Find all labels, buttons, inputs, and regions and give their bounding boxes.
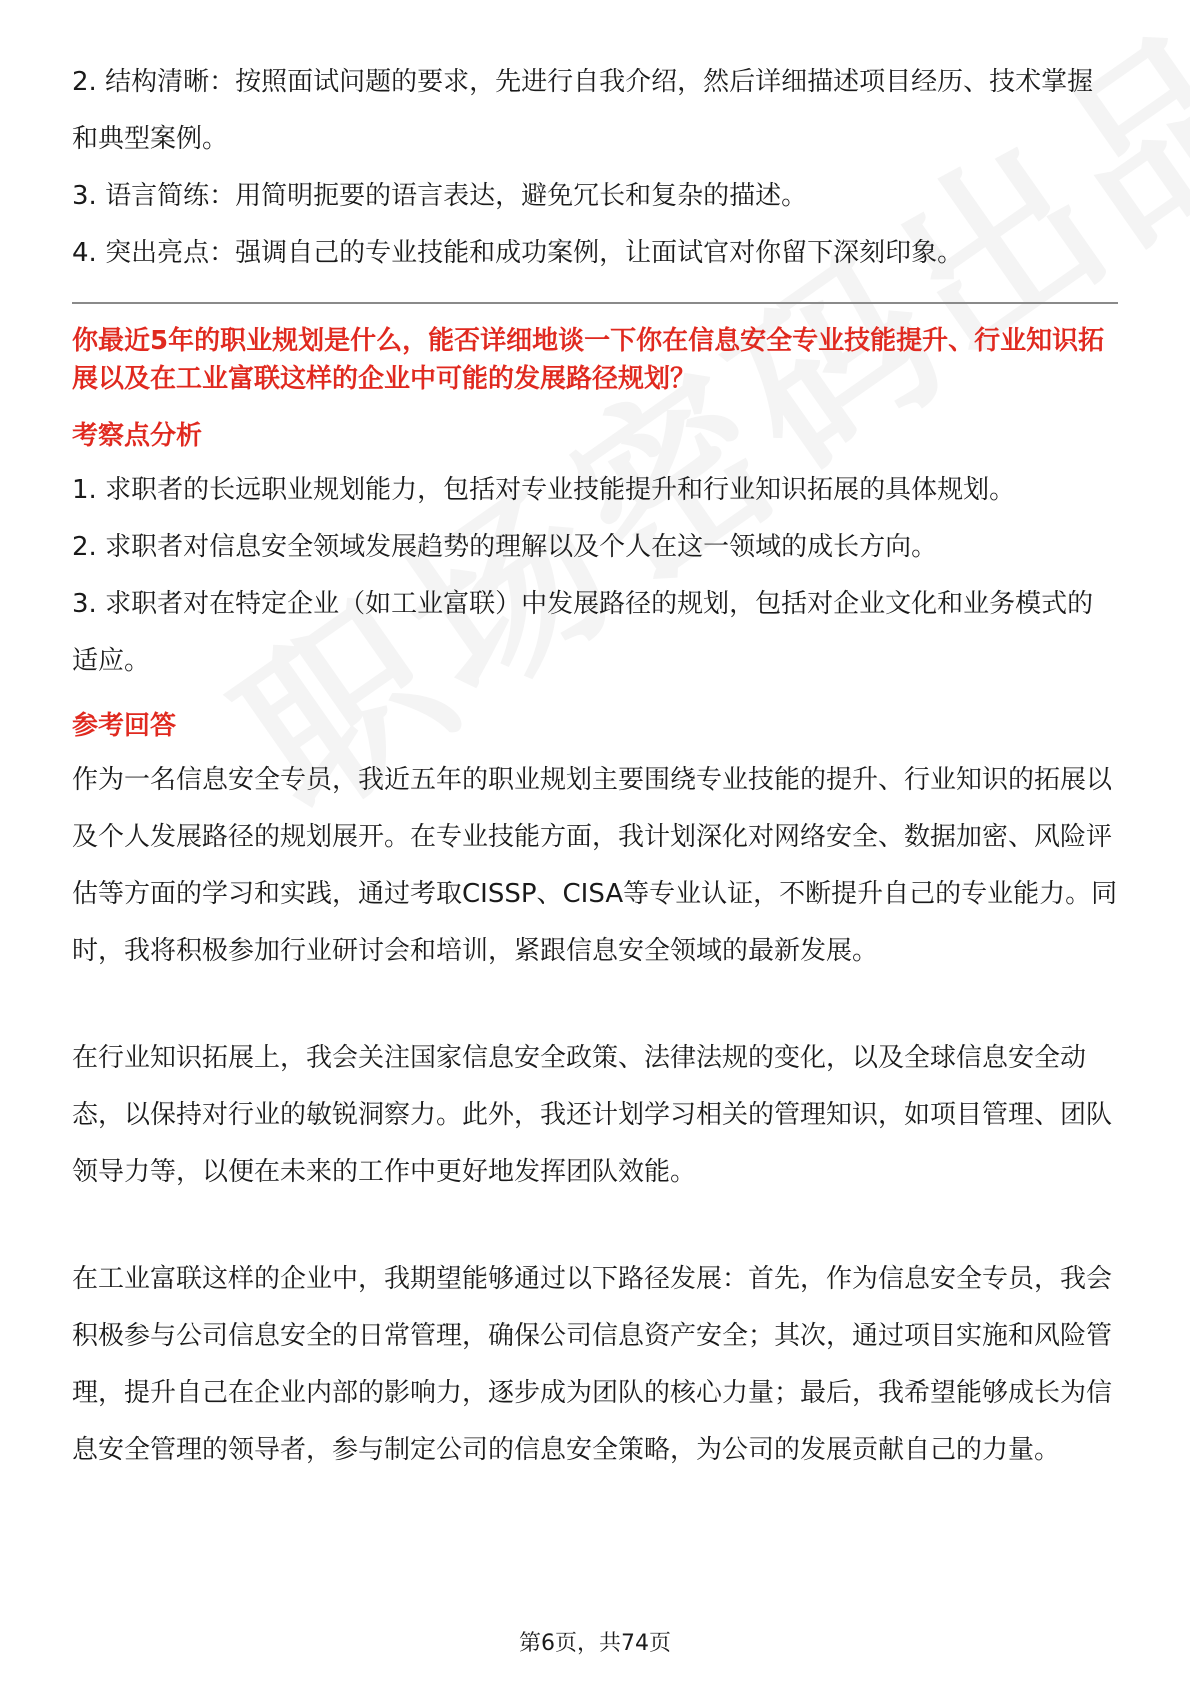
analysis-item-1: 1. 求职者的长远职业规划能力，包括对专业技能提升和行业知识拓展的具体规划。 xyxy=(72,475,1016,505)
page-number: 第6页，共74页 xyxy=(519,1631,671,1656)
intro-item-3: 3. 语言简练：用简明扼要的语言表达，避免冗长和复杂的描述。 xyxy=(72,181,808,211)
answer-heading: 参考回答 xyxy=(72,711,177,741)
answer-paragraph-2: 在行业知识拓展上，我会关注国家信息安全政策、法律法规的变化，以及全球信息安全动态，以保持对行业的敏锐洞察力。此外，我还计划学习相关的管理知识，如项目管理、团队领导力等，以便在未来的工作中更好地发挥团队效能。 xyxy=(72,1043,1113,1187)
answer-paragraph-1: 作为一名信息安全专员，我近五年的职业规划主要围绕专业技能的提升、行业知识的拓展以及个人发展路径的规划展开。在专业技能方面，我计划深化对网络安全、数据加密、风险评估等方面的学习和实践，通过考取CISSP、CISA等专业认证，不断提升自己的专业能力。同时，我将积极参加行业研讨会和培训，紧跟信息安全领域的最新发展。 xyxy=(72,765,1118,966)
analysis-heading: 考察点分析 xyxy=(72,421,203,451)
intro-item-2: 2. 结构清晰：按照面试问题的要求，先进行自我介绍，然后详细描述项目经历、技术掌握和典型案例。 xyxy=(72,67,1094,154)
analysis-item-3: 3. 求职者对在特定企业（如工业富联）中发展路径的规划，包括对企业文化和业务模式的适应。 xyxy=(72,589,1094,676)
analysis-item-2: 2. 求职者对信息安全领域发展趋势的理解以及个人在这一领域的成长方向。 xyxy=(72,532,938,562)
question-title: 你最近5年的职业规划是什么，能否详细地谈一下你在信息安全专业技能提升、行业知识拓展以及在工业富联这样的企业中可能的发展路径规划？ xyxy=(72,326,1105,394)
answer-paragraph-3: 在工业富联这样的企业中，我期望能够通过以下路径发展：首先，作为信息安全专员，我会积极参与公司信息安全的日常管理，确保公司信息资产安全；其次，通过项目实施和风险管理，提升自己在企业内部的影响力，逐步成为团队的核心力量；最后，我希望能够成长为信息安全管理的领导者，参与制定公司的信息安全策略，为公司的发展贡献自己的力量。 xyxy=(72,1264,1113,1465)
intro-item-4: 4. 突出亮点：强调自己的专业技能和成功案例，让面试官对你留下深刻印象。 xyxy=(72,238,964,268)
page-content xyxy=(72,54,1118,1479)
section-divider xyxy=(72,302,1118,304)
